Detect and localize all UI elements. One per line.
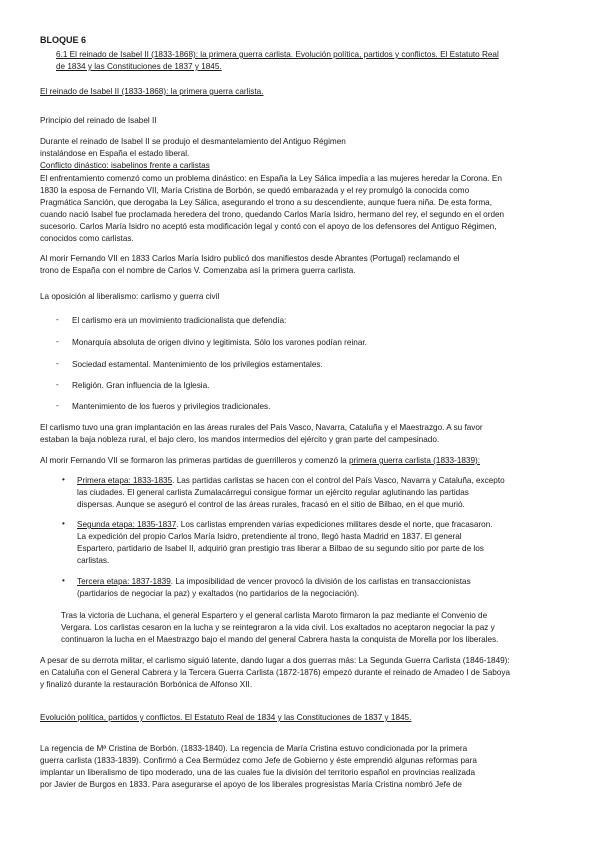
- etapa-label: Primera etapa: 1833-1835: [77, 476, 173, 485]
- section-title: El reinado de Isabel II (1833-1868): la primera guerra carlista.: [40, 87, 264, 96]
- etapa-label: Segunda etapa: 1835-1837: [77, 520, 177, 529]
- etapa-line: las ciudades. El general carlista Zumalacárregui consigue formar un ejército regular aglutinando las partidas: [77, 488, 469, 497]
- paragraph-line: continuaron la lucha en el Maestrazgo bajo el mando del general Cabrera hasta la conquista de Morella por los liberales.: [61, 635, 499, 644]
- paragraph-line: trono de España con el nombre de Carlos V. Comenzaba así la primera guerra carlista.: [40, 266, 356, 275]
- paragraph-line: La regencia de Mª Cristina de Borbón. (1833-1840). La regencia de María Cristina estuvo condicionada por la primera: [40, 744, 468, 753]
- etapa-text: . Los carlistas emprenden varias expediciones militares desde el norte, que fracasaron.: [176, 520, 493, 529]
- etapa-text: . La imposibilidad de vencer provocó la división de los carlistas en transaccionistas: [170, 577, 471, 586]
- etapa-label: Tercera etapa: 1837-1839: [77, 577, 171, 586]
- paragraph-line: El carlismo tuvo una gran implantación en las áreas rurales del País Vasco, Navarra, Cataluña y el Maestrazgo. A su favor: [40, 423, 483, 432]
- paragraph-line: conocidos como carlistas.: [40, 234, 134, 243]
- paragraph-line: sucesorio. Carlos María Isidro no aceptó esta modificación legal y contó con el apoyo de los defensores del Antiguo Régimen,: [40, 222, 497, 231]
- etapa-line: La expedición del propio Carlos María Isidro, pretendiente al trono, llegó hasta Madrid en 1837. El general: [77, 532, 462, 541]
- paragraph-text: Al morir Fernando VII se formaron las primeras partidas de guerrilleros y comenzó la: [40, 456, 349, 465]
- etapa-line: Espartero, partidario de Isabel II, adquirió gran prestigio tras liberar a Bilbao de su segundo sitio por parte de los: [77, 544, 484, 553]
- paragraph-line: El enfrentamiento comenzó como un problema dinástico: en España la Ley Sálica impedía a las mujeres heredar la Corona. En: [40, 174, 502, 183]
- etapa-line: dispersas. Aunque se aseguró el control de las áreas rurales, fracasó en el sitio de Bilbao, en el que murió.: [77, 500, 465, 509]
- etapa-line: carlistas.: [77, 556, 110, 565]
- intro-line: Durante el reinado de Isabel II se produjo el desmantelamiento del Antiguo Régimen: [40, 137, 346, 146]
- war-title-link: primera guerra carlista (1833-1839):: [348, 456, 481, 465]
- etapa-line: [77, 576, 471, 587]
- dash-marker: -: [56, 401, 59, 410]
- list-item: El carlismo era un movimiento tradicionalista que defendía:: [72, 316, 287, 325]
- etapa-line: [77, 475, 505, 486]
- subsection-heading: Principio del reinado de Isabel II: [40, 116, 157, 125]
- dash-marker: -: [56, 359, 59, 368]
- bullet-marker: •: [62, 519, 65, 528]
- paragraph-line: cuando nació Isabel fue proclamada heredera del trono, quedando Carlos María Isidro, hermano del rey, el segundo en el orden: [40, 210, 505, 219]
- paragraph-line: Tras la victoria de Luchana, el general Espartero y el general carlista Maroto firmaron la paz mediante el Convenio de: [61, 611, 488, 620]
- paragraph-line: 1830 la esposa de Fernando VII, María Cristina de Borbón, se quedó embarazada y el rey promulgó la conocida como: [40, 186, 470, 195]
- dash-marker: -: [56, 315, 59, 324]
- paragraph-line: en Cataluña con el General Cabrera y la Tercera Guerra Carlista (1872-1876) empezó durante el reinado de Amadeo I de Saboya: [40, 668, 510, 677]
- subsection-heading: La oposición al liberalismo: carlismo y guerra civil: [40, 292, 220, 301]
- paragraph-line: Al morir Fernando VII en 1833 Carlos María Isidro publicó dos manifiestos desde Abrantes (Portugal) reclamando el: [40, 254, 460, 263]
- dash-marker: -: [56, 337, 59, 346]
- intro-line: instalándose en España el estado liberal.: [40, 149, 190, 158]
- list-item: Religión. Gran influencia de la Iglesia.: [72, 381, 210, 390]
- list-item: Sociedad estamental. Mantenimiento de los privilegios estamentales.: [72, 360, 323, 369]
- list-item: Mantenimiento de los fueros y privilegios tradicionales.: [72, 402, 271, 411]
- paragraph-line: guerra carlista (1833-1839). Confirmó a Cea Bermúdez como Jefe de Gobierno y éste emprendió algunas reformas para: [40, 756, 477, 765]
- paragraph-line: estaban la baja nobleza rural, el bajo clero, los mandos intermedios del ejército y gran parte del campesinado.: [40, 435, 440, 444]
- dash-marker: -: [56, 380, 59, 389]
- paragraph-line: A pesar de su derrota militar, el carlismo siguió latente, dando lugar a dos guerras más: La Segunda Guerra Carlista (1846-1849):: [40, 656, 510, 665]
- paragraph-line: Pragmática Sanción, que derogaba la Ley Sálica, asegurando el trono a su descendiente, aunque fuera niña. De esta forma,: [40, 198, 492, 207]
- paragraph-line: implantar un liberalismo de tipo moderado, una de las cuales fue la división del territorio español en provincias realizada: [40, 768, 476, 777]
- section-title: Evolución política, partidos y conflictos. El Estatuto Real de 1834 y las Constituciones de 1837 y 1845.: [40, 713, 412, 722]
- bullet-marker: •: [62, 475, 65, 484]
- subsection-heading: Conflicto dinástico: isabelinos frente a carlistas: [40, 161, 210, 170]
- etapa-text: . Las partidas carlistas se hacen con el control del País Vasco, Navarra y Cataluña, excepto: [172, 476, 505, 485]
- etapa-line: [77, 519, 493, 530]
- paragraph-line: Vergara. Los carlistas cesaron en la lucha y se reintegraron a la vida civil. Los exaltados no aceptaron negociar la paz y: [61, 623, 495, 632]
- document-title-line-1: 6.1 El reinado de Isabel II (1833-1868): la primera guerra carlista. Evolución política, partidos y conflictos. El Estatuto Real: [56, 50, 499, 59]
- etapa-line: (partidarios de negociar la paz) y exaltados (no partidarios de la negociación).: [77, 589, 360, 598]
- paragraph-line: [40, 455, 480, 466]
- block-heading: BLOQUE 6: [40, 35, 87, 45]
- document-title-line-2: de 1834 y las Constituciones de 1837 y 1845.: [56, 62, 222, 71]
- list-item: Monarquía absoluta de origen divino y legitimista. Sólo los varones podían reinar.: [72, 338, 367, 347]
- paragraph-line: y finalizó durante la restauración Borbónica de Alfonso XII.: [40, 680, 253, 689]
- bullet-marker: •: [62, 576, 65, 585]
- paragraph-line: por Javier de Burgos en 1833. Para asegurarse el apoyo de los liberales progresistas María Cristina nombró Jefe de: [40, 780, 462, 789]
